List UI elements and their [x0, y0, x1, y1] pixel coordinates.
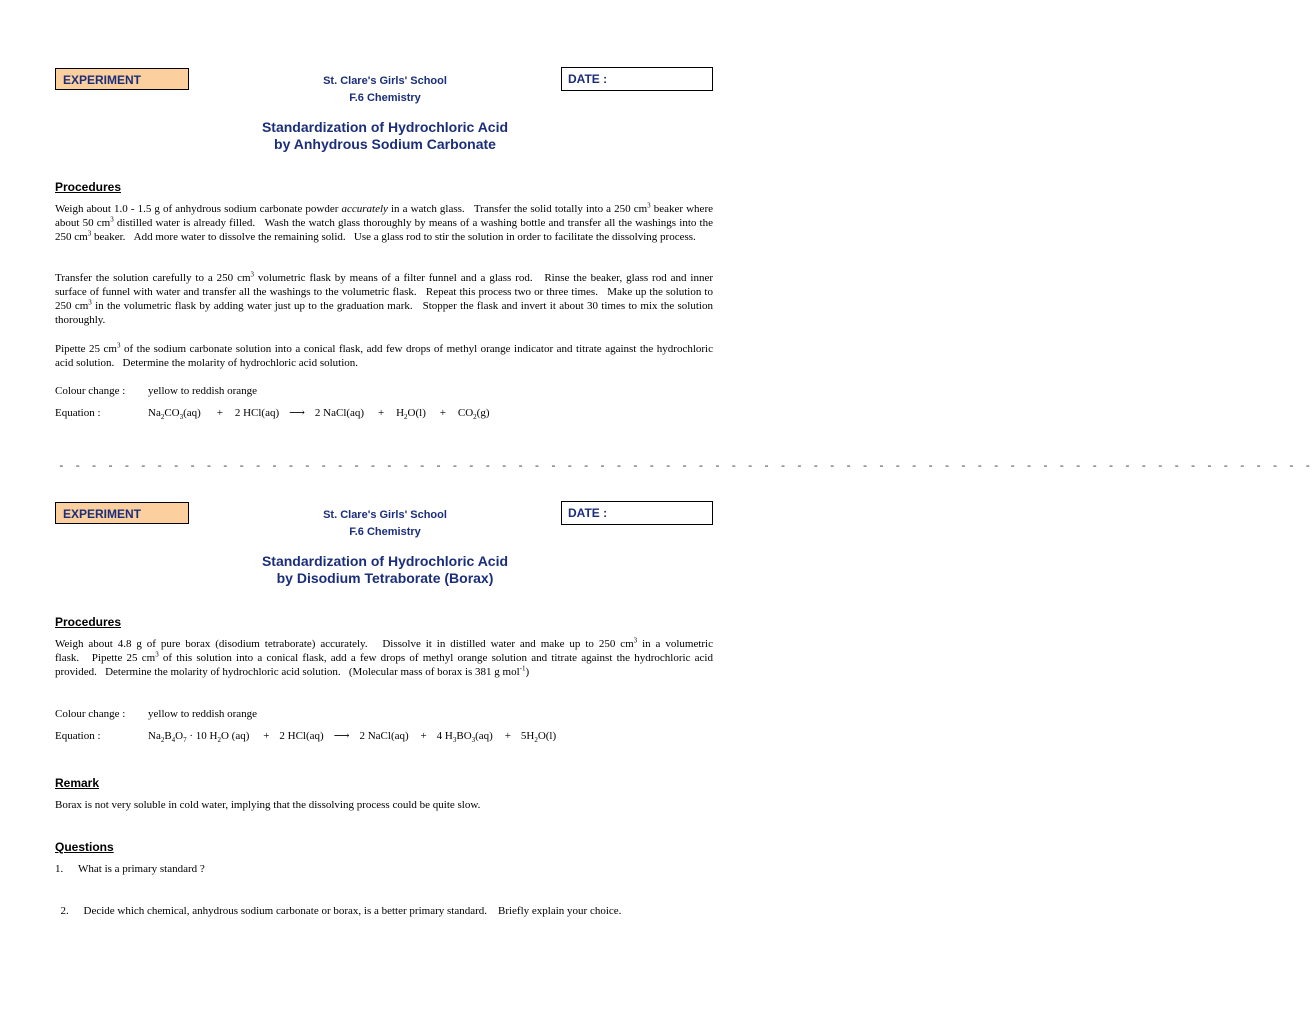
experiment-label: EXPERIMENT — [55, 68, 189, 90]
equation-reactant-hcl: 2 HCl(aq) — [234, 407, 280, 419]
equation-plus: + — [504, 730, 511, 742]
question-text: What is a primary standard ? — [78, 863, 205, 875]
title-line2: by Disodium Tetraborate (Borax) — [276, 570, 494, 586]
title-line2: by Anhydrous Sodium Carbonate — [274, 136, 496, 152]
procedure-paragraph-1: Weigh about 1.0 - 1.5 g of anhydrous sodium carbonate powder accurately in a watch glass. Transfer the solid totally into a 250 $cm^3$ beaker where about 50 $cm^3$ distilled water is already filled. Wash the watch glass thoroughly by means of a washing bottle and transfer all the washings into the 250 $cm^3$ beaker. Add more water to dissolve the remaining solid. Use a glass rod to stir the solution in order to facilitate the dissolving process. — [55, 201, 713, 243]
colour-change-line — [55, 384, 257, 398]
remark-heading: Remark — [55, 776, 100, 790]
equation-reactant-hcl: 2 HCl(aq) — [279, 730, 324, 742]
form-label: F.6 Chemistry — [349, 526, 421, 538]
equation-product-co2: $CO_2(g)$ — [457, 407, 490, 422]
title-line1: Standardization of Hydrochloric Acid — [261, 119, 509, 135]
equation-arrow: ⟶ — [333, 730, 350, 742]
question-number: 2. — [60, 905, 69, 917]
equation-line — [55, 406, 489, 420]
equation-plus: + — [216, 407, 223, 419]
remark-text: Borax is not very soluble in cold water, implying that the dissolving process could be quite slow. — [55, 799, 481, 811]
equation-product-nacl: 2 NaCl(aq) — [359, 730, 409, 742]
equation-product-h3bo3: 4 $H_3BO_3(aq)$ — [436, 730, 493, 745]
equation-product-h2o: $H_2O(l)$ — [396, 407, 426, 422]
page-title — [160, 119, 610, 153]
date-field[interactable]: DATE : — [561, 501, 713, 525]
question-text: Decide which chemical, anhydrous sodium carbonate or borax, is a better primary standard. Briefly explain your choice. — [83, 905, 622, 917]
equation-product-nacl: 2 NaCl(aq) — [314, 407, 365, 419]
equation-plus: + — [263, 730, 270, 742]
question-item — [55, 890, 621, 918]
procedures-heading: Procedures — [55, 180, 122, 194]
questions-heading: Questions — [55, 840, 114, 854]
colour-change-line — [55, 707, 257, 721]
procedures-heading: Procedures — [55, 615, 122, 629]
equation-product-h2o: $5H_2O(l)$ — [520, 730, 557, 745]
school-header — [260, 507, 510, 541]
equation-arrow: ⟶ — [289, 407, 305, 419]
page-title — [160, 553, 610, 587]
experiment-label: EXPERIMENT — [55, 502, 189, 524]
procedure-paragraph-3: Pipette 25 $cm^3$ of the sodium carbonate solution into a conical flask, add few drops of methyl orange indicator and titrate against the hydrochloric acid solution. Determine the molarity of hydrochloric acid solution. — [55, 341, 713, 369]
equation-reactant-borax: $Na_2B_4O_7 \cdot 10$ $H_2O$ (aq) — [148, 730, 250, 745]
equation-plus: + — [377, 407, 385, 419]
colour-change-label: Colour change : — [55, 385, 126, 397]
question-number: 1. — [55, 863, 64, 875]
equation-plus: + — [420, 730, 427, 742]
section-divider: - - - - - - - - - - - - - - - - - - - - - - - - - - - - - - - - - - - - - - - - - - - - - - - - - - - - - - - - - - - - - - - - - - - - - - - - - - - - - — [58, 461, 1313, 473]
colour-change-value: yellow to reddish orange — [148, 385, 258, 397]
school-header — [260, 73, 510, 107]
question-item — [55, 862, 205, 876]
colour-change-value: yellow to reddish orange — [148, 708, 258, 720]
equation-reactant-na2co3: $Na_2CO_3(aq)$ — [148, 407, 201, 422]
school-name: St. Clare's Girls' School — [323, 509, 447, 521]
procedure-paragraph-2: Transfer the solution carefully to a 250 $cm^3$ volumetric flask by means of a filter funnel and a glass rod. Rinse the beaker, glass rod and inner surface of funnel with water and transfer all the washings to the volumetric flask. Repeat this process two or three times. Make up the solution to 250 $cm^3$ in the volumetric flask by adding water just up to the graduation mark. Stopper the flask and invert it about 30 times to mix the solution thoroughly. — [55, 270, 713, 326]
form-label: F.6 Chemistry — [349, 92, 421, 104]
school-name: St. Clare's Girls' School — [323, 75, 447, 87]
equation-plus: + — [439, 407, 446, 419]
procedure-paragraph-borax: Weigh about 4.8 g of pure borax (disodium tetraborate) accurately. Dissolve it in distilled water and make up to 250 $cm^3$ in a volumetric flask. Pipette 25 $cm^3$ of this solution into a conical flask, add a few drops of methyl orange solution and titrate against the hydrochloric acid provided. Determine the molarity of hydrochloric acid solution. (Molecular mass of borax is 381 g mol$^{-1}$) — [55, 636, 713, 678]
equation-label: Equation : — [55, 407, 101, 419]
colour-change-label: Colour change : — [55, 708, 126, 720]
date-field[interactable]: DATE : — [561, 67, 713, 91]
equation-line — [55, 729, 556, 743]
equation-label: Equation : — [55, 730, 101, 742]
title-line1: Standardization of Hydrochloric Acid — [261, 553, 509, 569]
